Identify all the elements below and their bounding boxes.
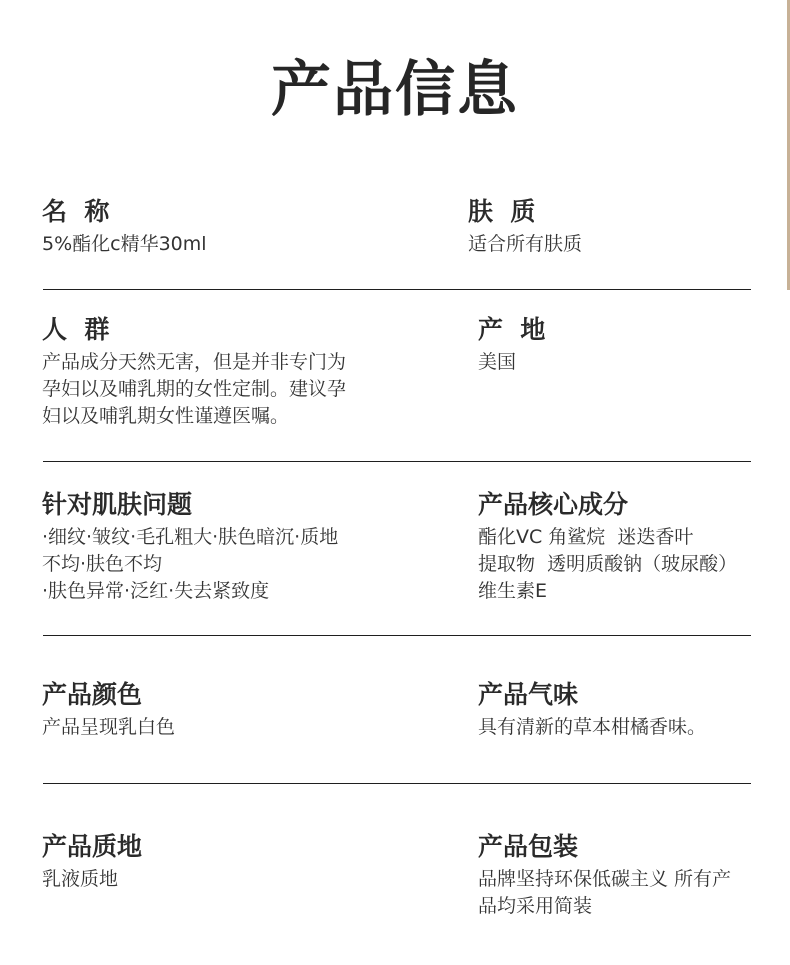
field-skin-issues-value: ·细纹·皱纹·毛孔粗大·肤色暗沉·质地 不均·肤色不均 ·肤色异常·泛红·失去紧致度 <box>42 526 339 602</box>
field-name <box>42 194 382 258</box>
divider <box>43 289 751 290</box>
field-packaging-value: 品牌坚持环保低碳主义 所有产 品均采用简装 <box>478 868 732 917</box>
field-skin-type-value: 适合所有肤质 <box>468 233 583 255</box>
field-origin <box>478 312 778 376</box>
field-texture <box>42 829 382 893</box>
field-core-ingredients-label: 产品核心成分 <box>478 490 629 519</box>
field-skin-issues <box>42 487 382 605</box>
field-skin-type-label: 肤 质 <box>468 197 536 226</box>
field-scent-value: 具有清新的草本柑橘香味。 <box>478 716 707 738</box>
field-color-label: 产品颜色 <box>42 680 143 709</box>
field-core-ingredients <box>478 487 778 605</box>
field-audience-label: 人 群 <box>42 315 110 344</box>
divider <box>43 635 751 636</box>
page-title: 产品信息 <box>271 55 519 125</box>
field-audience <box>42 312 382 430</box>
field-origin-label: 产 地 <box>478 315 546 344</box>
field-skin-issues-label: 针对肌肤问题 <box>42 490 193 519</box>
field-core-ingredients-value: 酯化VC 角鲨烷 迷迭香叶 提取物 透明质酸钠（玻尿酸） 维生素E <box>478 526 738 602</box>
divider <box>43 461 751 462</box>
divider <box>43 783 751 784</box>
field-color-value: 产品呈现乳白色 <box>42 716 176 738</box>
field-packaging <box>478 829 778 920</box>
field-texture-value: 乳液质地 <box>42 868 119 890</box>
field-origin-value: 美国 <box>478 351 517 373</box>
field-name-value: 5%酯化c精华30ml <box>42 233 207 255</box>
field-audience-value: 产品成分天然无害，但是并非专门为 孕妇以及哺乳期的女性定制。建议孕 妇以及哺乳期女性谨遵医嘱。 <box>42 351 347 427</box>
field-scent-label: 产品气味 <box>478 680 579 709</box>
field-texture-label: 产品质地 <box>42 832 143 861</box>
field-name-label: 名 称 <box>42 197 110 226</box>
field-color <box>42 677 382 741</box>
field-packaging-label: 产品包装 <box>478 832 579 861</box>
field-scent <box>478 677 778 741</box>
field-skin-type <box>468 194 768 258</box>
